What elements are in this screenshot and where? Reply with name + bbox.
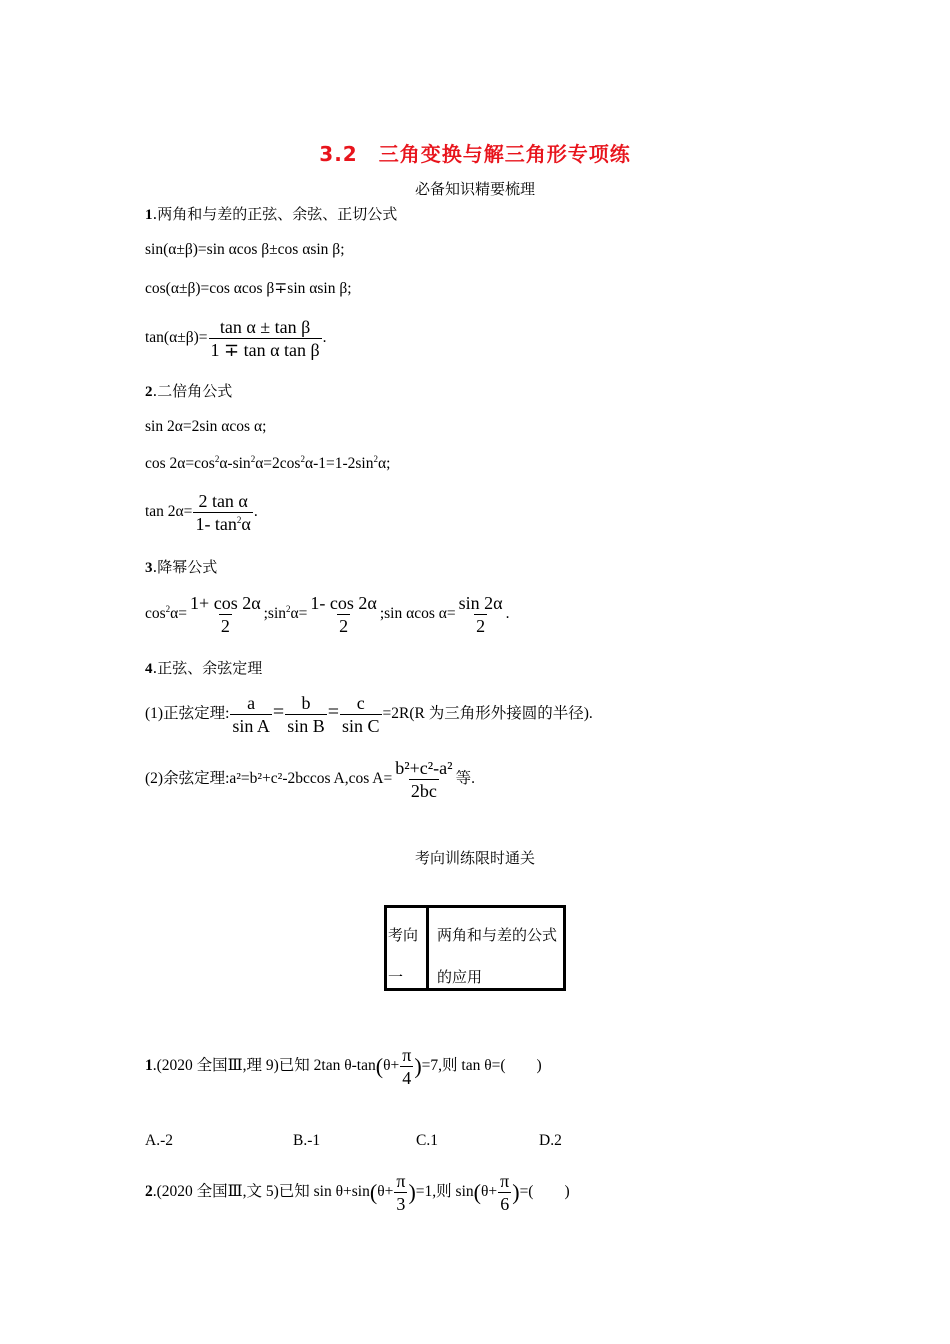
formula-end: . [505,605,510,623]
fraction-denominator: 2 [339,616,349,636]
fraction-numerator: sin 2α [458,593,503,613]
fraction-numerator: 2 tan α [198,491,248,511]
question-number: 2 [145,1183,153,1201]
fraction-numerator: 1+ cos 2α [190,593,261,613]
fraction-numerator: π [396,1171,406,1191]
heading-text: .降幂公式 [152,558,218,576]
question-text: θ+ [383,1057,400,1075]
option-b: B.-1 [293,1132,321,1149]
heading-sum-difference [145,203,397,224]
fraction-numerator: π [500,1171,510,1191]
fraction-pi-4 [400,1044,413,1089]
superscript: 2 [300,453,305,464]
heading-laws [145,657,262,678]
formula-end: . [322,329,327,347]
formula-part: ;sin αcos α= [379,605,456,623]
fraction-tan-double [193,490,252,535]
topic-name: 两角和与差的公式的应用 [437,926,558,986]
superscript: 2 [250,453,256,464]
formula-lhs: tan(α±β)= [145,329,208,347]
formula-lhs: (2)余弦定理: [145,770,230,788]
question-text: =7,则 tan θ=( ) [421,1057,542,1075]
superscript: 2 [236,515,242,525]
formula-lhs: (1)正弦定理: [145,705,230,723]
fraction-numerator: a [247,693,256,713]
formula-sin-sum: sin(α±β)=sin αcos β±cos αsin β; [145,241,345,258]
fraction-denominator: sin C [341,716,380,736]
option-c: C.1 [416,1132,438,1149]
fraction-numerator: b²+c²-a² [395,758,453,778]
right-paren: ) [414,1053,422,1079]
question-text: .(2020 全国Ⅲ,文 5)已知 sin θ+sin [152,1183,370,1201]
fraction-numerator: c [356,693,365,713]
left-paren: ( [369,1179,378,1205]
option-a: A.-2 [145,1132,173,1149]
formula-tan-double [145,490,258,535]
formula-part: α= [170,605,188,623]
equals: = [327,701,339,724]
superscript: 2 [286,603,291,614]
fraction-a [230,692,272,737]
question-text: .(2020 全国Ⅲ,理 9)已知 2tan θ-tan [152,1057,376,1075]
topic-label: 考向一 [387,908,429,988]
heading-text: .正弦、余弦定理 [152,659,263,677]
formula-part: cos 2α=cos [145,455,215,472]
heading-text: .两角和与差的正弦、余弦、正切公式 [152,205,398,223]
topic-table [384,905,566,991]
fraction-denominator: 3 [396,1194,406,1214]
fraction-denominator: 2bc [410,781,437,801]
question-2 [145,1170,570,1215]
fraction-sin-cos [457,592,505,637]
formula-cos-double [145,455,390,473]
formula-end: . [253,503,258,521]
formula-sin-double: sin 2α=2sin αcos α; [145,418,267,435]
question-text: θ+ [377,1183,394,1201]
formula-part: α=2cos [255,455,301,472]
heading-number: 3 [145,560,153,576]
fraction-denominator: sin B [287,716,325,736]
fraction-cos-law [393,757,454,802]
heading-double-angle [145,380,232,401]
heading-number: 2 [145,384,153,400]
heading-power-reduction [145,556,217,577]
heading-text: .二倍角公式 [152,382,233,400]
fraction-denominator: 4 [402,1068,412,1088]
fraction-denominator [193,512,252,535]
formula-lhs: tan 2α= [145,503,193,521]
denominator-part: 1- tan [195,514,237,534]
section-title-knowledge: 必备知识精要梳理 [414,180,535,198]
fraction-b [285,692,327,737]
formula-cos-law [145,757,475,802]
fraction-c [340,692,382,737]
fraction-denominator: 1 ∓ tan α tan β [210,340,320,360]
section-title-practice: 考向训练限时通关 [414,849,535,867]
heading-number: 4 [145,661,153,677]
question-1 [145,1044,542,1089]
formula-sine-law [145,692,593,737]
formula-end: 等. [455,770,475,788]
formula-part: α= [290,605,308,623]
fraction-denominator: sin A [232,716,270,736]
formula-rhs: =2R(R 为三角形外接圆的半径). [382,705,593,723]
fraction-denominator: 6 [500,1194,510,1214]
formula-power-reduction [145,592,509,637]
superscript: 2 [165,603,171,614]
fraction-denominator: 2 [220,616,230,636]
denominator-part: α [241,514,251,534]
question-number: 1 [145,1057,153,1075]
superscript: 2 [373,453,378,464]
fraction-numerator: 1- cos 2α [310,593,377,613]
formula-part: α; [378,455,391,472]
question-text: =( ) [519,1183,570,1201]
left-paren: ( [473,1179,481,1205]
formula-part: α-1=1-2sin [304,455,374,472]
heading-number: 1 [145,207,153,223]
page-title: 3.2 三角变换与解三角形专项练 [319,142,631,166]
fraction-tan-sum [209,316,322,361]
fraction-pi-3 [394,1170,407,1215]
superscript: 2 [214,453,220,464]
fraction-numerator: tan α ± tan β [219,317,311,337]
right-paren: ) [408,1179,416,1205]
formula-cos-sum: cos(α±β)=cos αcos β∓sin αsin β; [145,280,352,297]
fraction-numerator: b [301,693,311,713]
question-text: θ+ [480,1183,498,1201]
formula-part: ;sin [263,605,287,623]
fraction-cos-square [188,592,263,637]
option-d: D.2 [539,1132,562,1149]
right-paren: ) [512,1179,520,1205]
fraction-sin-square [308,592,378,637]
equals: = [272,701,285,724]
formula-mid: a²=b²+c²-2bccos A,cos A= [229,770,393,788]
formula-tan-sum [145,316,327,361]
fraction-pi-6 [498,1170,511,1215]
formula-part: α-sin [219,455,251,472]
fraction-denominator: 2 [476,616,486,636]
left-paren: ( [375,1053,384,1079]
fraction-numerator: π [402,1045,412,1065]
question-text: =1,则 sin [415,1183,474,1201]
formula-part: cos [145,605,166,623]
